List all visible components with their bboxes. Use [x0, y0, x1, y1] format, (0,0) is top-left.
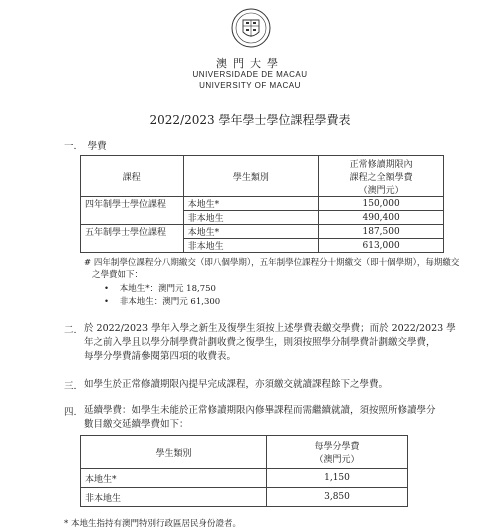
cell-fee: 1,150 — [267, 469, 408, 488]
header-fee-line2: 課程之全額學費 — [349, 172, 413, 183]
table-header-row — [81, 156, 444, 197]
university-name-chinese: 澳門大學 — [216, 57, 284, 70]
section-4-number: 四. — [64, 407, 77, 418]
university-name-portuguese: UNIVERSIDADE DE MACAU — [192, 70, 308, 79]
tuition-fee-table — [80, 155, 444, 253]
university-name-english: UNIVERSITY OF MACAU — [199, 81, 301, 90]
cell-student-type: 本地生* — [183, 225, 319, 239]
cell-fee: 490,400 — [319, 211, 444, 225]
cell-student-type: 非本地生 — [81, 488, 267, 507]
section-4-text — [84, 404, 464, 432]
section-1-heading — [64, 140, 107, 154]
header-fee-per-credit — [267, 436, 408, 469]
header-student-type: 學生類別 — [81, 436, 267, 469]
section-2-line: 年之前入學且以學分制學費計劃收費之復學生，則須按照學分制學費計劃繳交學費， — [84, 337, 436, 348]
section-1-number: 一. — [64, 141, 77, 152]
document-title: 2022/2023 學年學士學位課程學費表 — [149, 113, 351, 127]
cell-student-type: 本地生* — [183, 197, 319, 211]
footnote: * 本地生指持有澳門特別行政區居民身份證者。 — [64, 519, 241, 529]
section-4-line: 數目繳交延續學費如下： — [84, 419, 189, 430]
section-2-line: 每學分學費請參閱第四項的收費表。 — [84, 351, 237, 362]
installment-note-line2: 之學費如下： — [92, 270, 144, 280]
bullet-text: 非本地生：澳門元 61,300 — [119, 297, 221, 307]
cell-program: 四年制學士學位課程 — [81, 197, 184, 225]
table-row — [81, 488, 408, 507]
header-fee-line3: （澳門元） — [358, 185, 404, 196]
header-fee — [319, 156, 444, 197]
installment-bullet-local — [104, 282, 216, 294]
header-fee-line1: 正常修讀期限內 — [349, 159, 413, 170]
section-3-number: 三. — [64, 381, 77, 392]
header-program: 課程 — [81, 156, 184, 197]
cell-fee: 150,000 — [319, 197, 444, 211]
table-header-row — [81, 436, 408, 469]
university-seal-logo — [230, 6, 272, 52]
header-student-type: 學生類別 — [183, 156, 319, 197]
header-fee-line2: （澳門元） — [314, 455, 360, 465]
section-2-number: 二. — [64, 325, 77, 336]
table-row — [81, 469, 408, 488]
bullet-icon: • — [104, 284, 110, 294]
cell-fee: 613,000 — [319, 239, 444, 253]
section-1-label: 學費 — [87, 141, 107, 152]
extension-fee-table — [80, 435, 408, 507]
cell-student-type: 本地生* — [81, 469, 267, 488]
cell-fee: 187,500 — [319, 225, 444, 239]
installment-bullet-nonlocal — [104, 295, 220, 307]
installment-note — [84, 256, 464, 280]
header-fee-line1: 每學分學費 — [314, 442, 360, 452]
cell-student-type: 非本地生 — [183, 239, 319, 253]
table-row — [81, 197, 444, 211]
table-row — [81, 225, 444, 239]
cell-student-type: 非本地生 — [183, 211, 319, 225]
section-3-text: 如學生於正常修讀期限內提早完成課程，亦須繳交就讀課程餘下之學費。 — [84, 379, 389, 390]
installment-note-line1: # 四年制學位課程分八期繳交（即八個學期），五年制學位課程分十期繳交（即十個學期），每期繳交 — [84, 258, 460, 268]
section-2-text — [84, 322, 464, 364]
cell-program: 五年制學士學位課程 — [81, 225, 184, 253]
section-2-line: 於 2022/2023 學年入學之新生及復學生須按上述學費表繳交學費；而於 2022/2023 學 — [84, 323, 456, 334]
bullet-text: 本地生*：澳門元 18,750 — [119, 284, 216, 294]
cell-fee: 3,850 — [267, 488, 408, 507]
section-4-line: 延續學費：如學生未能於正常修讀期限內修畢課程而需繼續就讀，須按照所修讀學分 — [84, 405, 436, 416]
bullet-icon: • — [104, 297, 110, 307]
